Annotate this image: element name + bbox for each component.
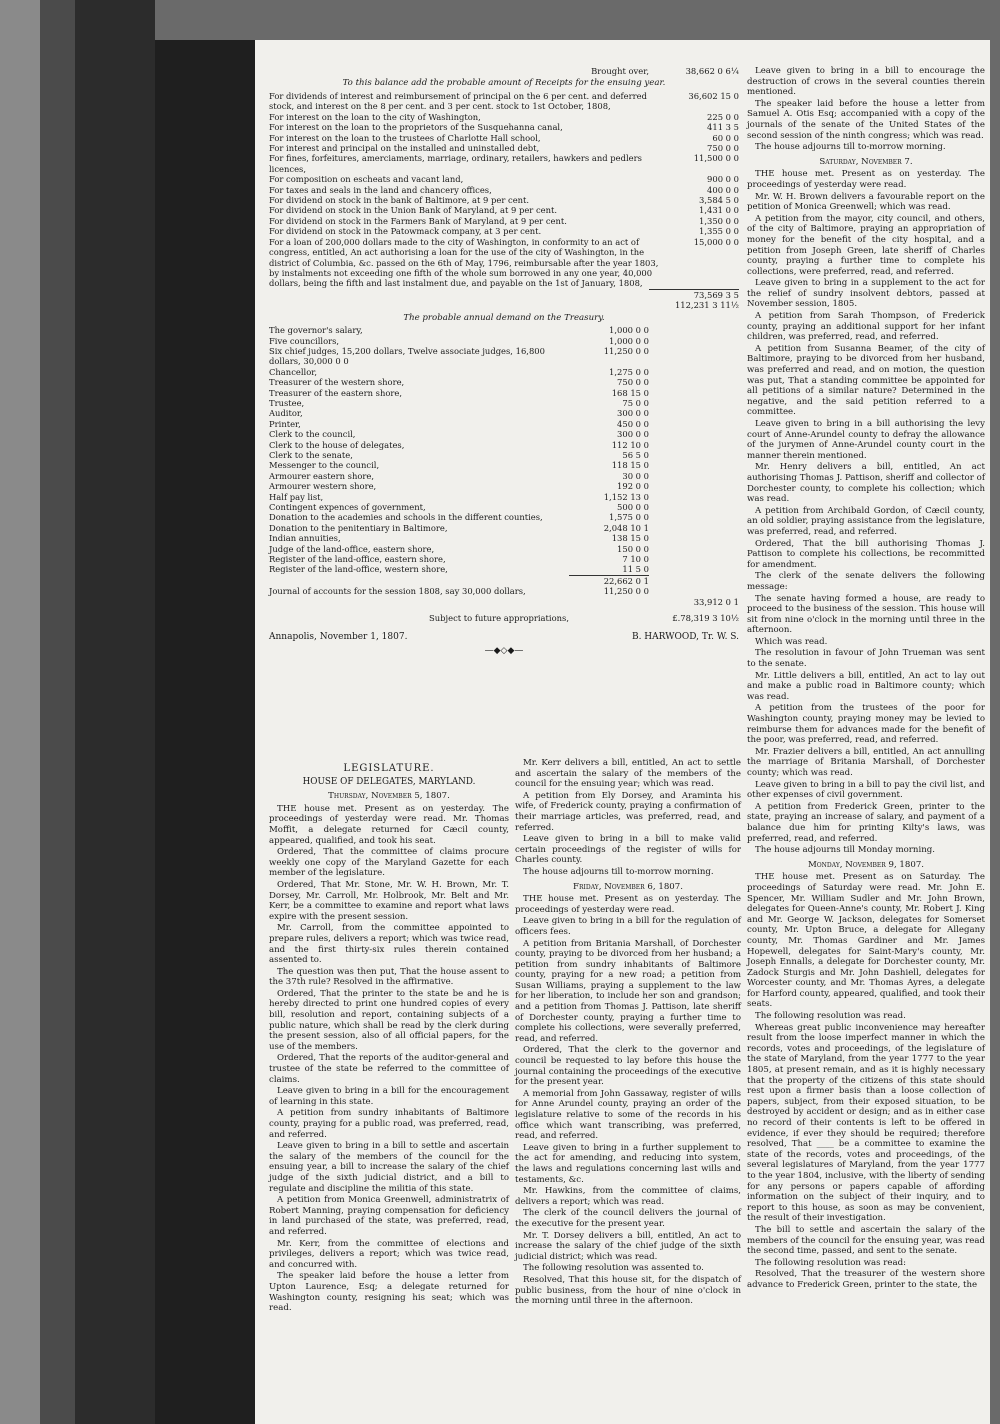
proceeding-paragraph: Leave given to bring in a bill to settle and ascertain the salary of the members of the council for the ensuing year, a bill to increase the salary of the chief judge of the sixth judicial district, and a bill to regulate and discipline the militia of this state. [269,1141,509,1194]
demand-row-text: Trustee, [269,397,305,408]
house-heading: HOUSE OF DELEGATES, MARYLAND. [302,776,476,787]
receipt-row [269,195,739,205]
day-heading: Monday, November 9, 1807. [807,859,925,870]
receipt-row-text: For composition on escheats and vacant land, [269,174,464,185]
receipt-row-amount: 11,500 0 0 [693,153,739,164]
receipt-row [269,133,739,143]
subject-line: Subject to future appropriations, [429,613,569,624]
proceeding-paragraph: Mr. Carroll, from the committee appointed to prepare rules, delivers a report; which was twice read, and the first thirty-six rules therein contained assented to. [269,923,509,966]
legislature-title: LEGISLATURE. [343,763,435,774]
demand-row-text: Treasurer of the western shore, [269,377,405,388]
ledger-brought-over [269,66,739,76]
demand-totals [269,575,739,624]
demand-row-text: Donation to the penitentiary in Baltimore, [269,522,448,533]
demand-row [269,481,739,491]
demand-row-text: Armourer western shore, [269,481,377,492]
proceeding-paragraph: The following resolution was assented to. [523,1263,704,1274]
demand-row-amount: 1,000 0 0 [609,325,649,336]
legislature-column-3 [747,66,985,1292]
receipt-row-text: For fines, forfeitures, amerciaments, marriage, ordinary, retailers, hawkers and pedlers licences, [269,153,642,174]
scan-background-edge [0,0,40,1424]
receipt-row [269,122,739,132]
proceeding-paragraph: The following resolution was read: [755,1257,907,1268]
day-heading: Saturday, November 7. [819,156,913,167]
demand-row-amount: 450 0 0 [617,418,649,429]
proceeding-paragraph: The following resolution was read. [755,1011,906,1022]
demand-row-amount: 30 0 0 [622,470,649,481]
demand-row [269,408,739,418]
demand-row-amount: 11 5 0 [622,564,649,575]
receipts-heading: To this balance add the probable amount of Receipts for the ensuing year. [342,78,666,89]
demand-row-amount: 150 0 0 [617,543,649,554]
proceeding-paragraph: Mr. T. Dorsey delivers a bill, entitled, An act to increase the salary of the chief judge of the sixth judicial district; which was read. [515,1230,741,1262]
proceeding-paragraph: Ordered, That the reports of the auditor-general and trustee of the state be referred to the committee of claims. [269,1053,509,1085]
receipt-row-amount: 36,602 15 0 [688,91,739,101]
proceeding-paragraph: A petition from the trustees of the poor for Washington county, praying money may be levied to reimburse them for advances made for the benefit of the poor, was preferred, read, and referred. [747,703,985,746]
demand-row [269,512,739,522]
proceeding-paragraph: Leave given to bring in a bill for the regulation of officers fees. [515,916,741,937]
demand-row [269,554,739,564]
receipt-row-text: For dividend on stock in the Farmers Bank of Maryland, at 9 per cent. [269,215,567,226]
demand-total: 33,912 0 1 [693,596,739,607]
brought-over-amount: 38,662 0 6¼ [685,66,739,76]
demand-row [269,377,739,387]
proceeding-paragraph: A petition from Frederick Green, printer to the state, praying an increase of salary, and payment of a balance due him for printing Kilty's laws, was preferred, read, and referred. [747,801,985,844]
demand-row-amount: 112 10 0 [611,439,649,450]
proceeding-paragraph: Mr. W. H. Brown delivers a favourable report on the petition of Monica Greenwell; which was read. [747,191,985,213]
demand-row [269,533,739,543]
demand-row-text: Register of the land-office, western shore, [269,564,448,575]
newspaper-page [255,40,990,1424]
receipt-row [269,205,739,215]
demand-row [269,325,739,335]
proceeding-paragraph: The senate having formed a house, are ready to proceed to the business of the session. This house will sit from nine o'clock in the morning until three in the afternoon. [747,593,985,636]
receipt-row [269,143,739,153]
proceeding-paragraph: A petition from Archibald Gordon, of Cæcil county, an old soldier, praying assistance from the legislature, was preferred, read, and referred. [747,505,985,537]
receipt-row [269,174,739,184]
proceeding-paragraph: Ordered, That the printer to the state be and he is hereby directed to print one hundred copies of every bill, resolution and report, containing subjects of a public nature, which shall be read by the clerk during the present session, also of all official papers, for the use of the members. [269,988,509,1052]
proceeding-paragraph: The speaker laid before the house a letter from Samuel A. Otis Esq; accompanied with a copy of the journals of the senate of the United States of the second session of the ninth congress; which was read. [747,98,985,141]
day-heading: Thursday, November 5, 1807. [328,791,450,802]
proceeding-paragraph: The question was then put, That the house assent to the 37th rule? Resolved in the affirmative. [269,966,509,988]
demand-row-amount: 192 0 0 [617,481,649,492]
demand-row-amount: 2,048 10 1 [603,522,649,533]
demand-row [269,564,739,574]
proceeding-paragraph: Leave given to bring in a bill to pay the civil list, and other expenses of civil government. [747,779,985,801]
demand-row-amount: 300 0 0 [617,408,649,419]
demand-row [269,419,739,429]
scan-background-binding [75,0,155,1424]
demand-row-amount: 1,275 0 0 [609,366,649,377]
proceeding-paragraph: Ordered, That Mr. Stone, Mr. W. H. Brown, Mr. T. Dorsey, Mr. Carroll, Mr. Holbrook, Mr. Belt and Mr. Kerr, be a committee to examine and report what laws expire with the present session. [269,879,509,922]
demand-row-amount: 168 15 0 [611,387,649,398]
receipt-row [269,237,739,289]
demand-row [269,502,739,512]
demand-row-text: Indian annuities, [269,533,341,544]
receipt-row-text: For dividend on stock in the Patowmack company, at 3 per cent. [269,226,542,237]
proceeding-paragraph: A petition from sundry inhabitants of Baltimore county, praying for a public road, was preferred, read, and referred. [269,1108,509,1140]
proceeding-paragraph: Leave given to bring in a bill authorising the levy court of Anne-Arundel county to defray the allowance of the jurymen of Anne-Arundel county court in the manner therein mentioned. [747,419,985,461]
demand-row-amount: 56 5 0 [622,450,649,460]
demand-row-text: Chancellor, [269,366,317,377]
demand-row [269,450,739,460]
proceeding-paragraph: A petition from Monica Greenwell, administratrix of Robert Manning, praying compensation for deficiency in land purchased of the state, was preferred, read, and referred. [269,1195,509,1237]
demand-row-amount: 118 15 0 [611,460,649,471]
treasurer-signature: B. HARWOOD, Tr. W. S. [631,631,739,642]
receipt-row-text: For interest on the loan to the city of Washington, [269,111,481,122]
proceeding-paragraph: The house adjourns till Monday morning. [755,845,935,856]
receipt-row-amount: 1,431 0 0 [699,205,739,216]
demand-row [269,429,739,439]
demand-row-text: Armourer eastern shore, [269,470,375,481]
receipt-row-amount: 15,000 0 0 [693,236,739,247]
demand-row-text: Clerk to the senate, [269,450,353,460]
demand-row [269,460,739,470]
demand-row-text: The governor's salary, [269,325,363,336]
proceeding-paragraph: Leave given to bring in a bill for the encouragement of learning in this state. [269,1086,509,1107]
receipt-row-text: For interest on the loan to the trustees of Charlotte Hall school, [269,132,541,143]
demand-row [269,346,739,367]
proceeding-paragraph: Whereas great public inconvenience may hereafter result from the loose imperfect manner in which the records, votes and proceedings, of the legislature of the state of Maryland, from the year 1777 to the year 1805, at present remain, and as it is highly necessary that the property of the citizens of this state should rest upon a firmer basis than a loose collection of papers, subject, from their exposed situation, to be destroyed by accident or design; and as in either case no record of their contents is left to be offered in evidence, if ever they should be required; therefore resolved, That ____ be a committee to examine the state of the records, votes and proceedings, of the several legislatures of Maryland, from the year 1777 to the year 1804, inclusive, with the liberty of sending for any persons or papers capable of affording information on the subject of their inquiry, and to report to this house, as soon as may be convenient, the result of their investigation. [747,1022,985,1224]
proceeding-paragraph: THE house met. Present as on yesterday. The proceedings of yesterday were read. [515,894,741,915]
receipt-row-amount: 411 3 5 [707,122,739,133]
receipt-row [269,226,739,236]
treasury-ledger [269,66,739,661]
demand-row-text: Clerk to the house of delegates, [269,439,405,450]
proceeding-paragraph: The clerk of the council delivers the journal of the executive for the present year. [515,1208,741,1229]
proceeding-paragraph: A memorial from John Gassaway, register of wills for Anne Arundel county, praying an order of the legislature relative to some of the records in his office which want transcribing, was preferred, read, and referred. [515,1088,741,1142]
demand-row-amount: 11,250 0 0 [603,345,649,356]
demand-row-text: Treasurer of the eastern shore, [269,387,403,398]
demand-row [269,398,739,408]
proceeding-paragraph: A petition from Britania Marshall, of Dorchester county, praying to be divorced from her husband; a petition from sundry inhabitants of Baltimore county, praying for a new road; a petition from Susan Williams, praying a supplement to the law for her liberation, to include her son and grandson; and a petition from Thomas J. Pattison, late sheriff of Dorchester county, praying a further time to complete his collections, were severally preferred, read, and referred. [515,938,741,1044]
ornament-divider: —◆◇◆— [484,646,524,657]
demand-row [269,336,739,346]
demand-row-amount: 1,000 0 0 [609,335,649,346]
receipt-row-text: For dividends of interest and reimbursement of principal on the 6 per cent. and deferred stock, and interest on the 8 per cent. and 3 per cent. stock to 1st October, 1808, [269,91,647,112]
receipt-row [269,153,739,174]
legislature-column-1 [269,758,509,1315]
day-heading: Friday, November 6, 1807. [573,881,683,892]
receipt-row [269,91,739,112]
proceeding-paragraph: Mr. Little delivers a bill, entitled, An act to lay out and make a public road in Baltimore county; which was read. [747,670,985,702]
page-binding-edge [155,40,255,1424]
demand-row-amount: 1,575 0 0 [609,512,649,523]
proceeding-paragraph: The house adjourns till to-morrow morning. [755,142,946,153]
proceeding-paragraph: Ordered, That the bill authorising Thomas J. Pattison to complete his collections, be recommitted for amendment. [747,538,985,570]
demand-row [269,523,739,533]
demand-row [269,388,739,398]
proceeding-paragraph: THE house met. Present as on Saturday. The proceedings of Saturday were read. Mr. John E. Spencer, Mr. William Sudler and Mr. John Brown, delegates for Queen-Anne's county, Mr. Robert J. King and Mr. George W. Jackson, delegates for Somerset county, Mr. Upton Bruce, a delegate for Allegany county, Mr. Thomas Gardiner and Mr. James Hopewell, delegates for Saint-Mary's county, Mr. Joseph Ennalls, a delegate for Dorchester county, Mr. Zadock Sturgis and Mr. John Dashiell, delegates for Worcester county, and Mr. Thomas Ayres, a delegate for Harford county, appeared, qualified, and took their seats. [747,872,985,1010]
receipt-row [269,216,739,226]
proceeding-paragraph: Mr. Frazier delivers a bill, entitled, An act annulling the marriage of Britania Marshall, of Dorchester county; which was read. [747,746,985,778]
demand-row-text: Messenger to the council, [269,460,380,471]
signature-line [269,632,739,643]
proceeding-paragraph: Mr. Kerr delivers a bill, entitled, An act to settle and ascertain the salary of the members of the council for the ensuing year; which was read. [515,758,741,790]
proceeding-paragraph: A petition from Ely Dorsey, and Araminta his wife, of Frederick county, praying a confirmation of their marriage articles, was preferred, read, and referred. [515,790,741,833]
demand-row-text: Contingent expences of government, [269,502,426,513]
subject-amount: £.78,319 3 10½ [672,613,739,624]
receipt-row [269,112,739,122]
receipt-row-amount: 400 0 0 [707,184,739,195]
demand-subtotal: 22,662 0 1 [569,575,649,586]
receipt-row-amount: 1,350 0 0 [699,215,739,226]
receipts-table [269,91,739,289]
proceeding-paragraph: The bill to settle and ascertain the salary of the members of the council for the ensuing year, was read the second time, passed, and sent to the senate. [747,1224,985,1257]
proceeding-paragraph: Resolved, That this house sit, for the dispatch of public business, from the hour of nine o'clock in the morning until three in the afternoon. [515,1274,741,1307]
proceeding-paragraph: The house adjourns till to-morrow morning. [523,866,714,877]
receipt-row-text: For interest on the loan to the proprietors of the Susquehanna canal, [269,122,563,133]
journal-line: Journal of accounts for the session 1808, say 30,000 dollars, [269,586,526,597]
proceeding-paragraph: THE house met. Present as on yesterday. The proceedings of yesterday were read. Mr. Thomas Moffit, a delegate returned for Cæcil county, appeared, qualified, and took his seat. [269,803,509,846]
receipt-row [269,185,739,195]
receipt-row-amount: 750 0 0 [707,143,739,154]
demand-row-amount: 300 0 0 [617,429,649,440]
demand-row [269,471,739,481]
demand-row-amount: 75 0 0 [622,397,649,408]
proceeding-paragraph: Mr. Hawkins, from the committee of claims, delivers a report; which was read. [515,1186,741,1207]
proceeding-paragraph: Ordered, That the clerk to the governor and council be requested to lay before this house the journal containing the proceedings of the executive for the present year. [515,1045,741,1088]
journal-amount: 11,250 0 0 [603,586,649,597]
receipt-row-amount: 900 0 0 [707,174,739,185]
proceeding-paragraph: Mr. Kerr, from the committee of elections and privileges, delivers a report; which was twice read, and concurred with. [269,1238,509,1270]
proceeding-paragraph: Leave given to bring in a supplement to the act for the relief of sundry insolvent debtors, passed at November session, 1805. [747,278,985,310]
proceeding-paragraph: The resolution in favour of John Trueman was sent to the senate. [747,648,985,670]
receipts-total: 73,569 3 5 [649,289,739,300]
place-date: Annapolis, November 1, 1807. [269,631,408,642]
proceeding-paragraph: Ordered, That the committee of claims procure weekly one copy of the Maryland Gazette for each member of the legislature. [269,847,509,879]
proceeding-paragraph: A petition from Susanna Beamer, of the city of Baltimore, praying to be divorced from her husband, was preferred and read, and on motion, the question was put, That a standing committee be appointed for all petitions of a similar nature? Determined in the negative, and the said petition referred to a committee. [747,343,985,418]
receipt-row-text: For taxes and seals in the land and chancery offices, [269,184,492,195]
proceeding-paragraph: Which was read. [755,636,828,647]
proceeding-paragraph: Resolved, That the treasurer of the western shore advance to Frederick Green, printer to the state, the [747,1269,985,1290]
receipt-row-text: For interest and principal on the installed and uninstalled debt, [269,143,540,154]
demand-row-amount: 500 0 0 [617,502,649,513]
demands-table [269,325,739,575]
demand-row-text: Six chief judges, 15,200 dollars, Twelve associate judges, 16,800 dollars, 30,000 0 0 [269,345,545,367]
proceeding-paragraph: THE house met. Present as on yesterday. The proceedings of yesterday were read. [747,169,985,190]
demand-row-amount: 750 0 0 [617,377,649,388]
proceeding-paragraph: The clerk of the senate delivers the following message: [747,571,985,592]
demand-heading: The probable annual demand on the Treasury. [403,312,605,323]
demand-row-text: Judge of the land-office, eastern shore, [269,543,435,554]
proceeding-paragraph: A petition from the mayor, city council, and others, of the city of Baltimore, praying an appropriation of money for the benefit of the city hospital, and a petition from Joseph Green, late sheriff of Charles county, praying a further time to complete his collections, were preferred, read, and referred. [747,213,985,277]
demand-row-text: Donation to the academies and schools in the different counties, [269,512,543,523]
proceeding-paragraph: Mr. Henry delivers a bill, entitled, An act authorising Thomas J. Pattison, sheriff and collector of Dorchester county, to complete his collection; which was read. [747,462,985,505]
demand-row-amount: 138 15 0 [611,533,649,544]
proceeding-paragraph: Leave given to bring in a bill to encourage the destruction of crows in the several counties therein mentioned. [747,66,985,98]
demand-row-text: Clerk to the council, [269,429,356,440]
receipt-row-text: For dividend on stock in the Union Bank of Maryland, at 9 per cent. [269,205,558,216]
demand-row-amount: 1,152 13 0 [603,491,649,502]
demand-row [269,440,739,450]
demand-row [269,367,739,377]
demand-row-text: Register of the land-office, eastern shore, [269,554,446,565]
demand-row-amount: 7 10 0 [622,554,649,565]
legislature-column-2 [515,758,741,1308]
receipt-row-amount: 60 0 0 [712,132,739,143]
proceeding-paragraph: The speaker laid before the house a letter from Upton Laurence, Esq; a delegate returned for Washington county, resigning his seat; which was read. [269,1271,509,1314]
demand-row [269,492,739,502]
demand-row-text: Half pay list, [269,491,324,502]
proceeding-paragraph: Leave given to bring in a further supplement to the act for amending, and reducing into system, the laws and regulations concerning last wills and testaments, &c. [515,1142,741,1185]
grand-total: 112,231 3 11½ [674,300,739,311]
receipt-row-text: For dividend on stock in the bank of Baltimore, at 9 per cent. [269,195,530,206]
receipt-row-amount: 1,355 0 0 [699,226,739,237]
demand-row-text: Printer, [269,418,301,429]
receipt-row-text: For a loan of 200,000 dollars made to the city of Washington, in conformity to an act of congress, entitled, An act authorising a loan for the use of the city of Washington, in the district of Columbia, &c. passed on the 6th of May, 1796, reimbursable after the year 1803, by instalments not exceeding one fifth of the whole sum borrowed in any one year, 40,000 dollars, being the fifth and last instalment due, and payable on the 1st of January, 1808, [269,236,659,289]
demand-row-text: Five councillors, [269,335,340,346]
receipt-row-amount: 225 0 0 [707,111,739,122]
proceeding-paragraph: A petition from Sarah Thompson, of Frederick county, praying an additional support for her infant children, was preferred, read, and referred. [747,311,985,343]
demand-row-text: Auditor, [269,408,303,419]
proceeding-paragraph: Leave given to bring in a bill to make valid certain proceedings of the register of wills for Charles county. [515,834,741,866]
brought-over-label: Brought over, [591,66,649,76]
demand-row [269,544,739,554]
receipts-totals [269,289,739,311]
receipt-row-amount: 3,584 5 0 [699,195,739,206]
